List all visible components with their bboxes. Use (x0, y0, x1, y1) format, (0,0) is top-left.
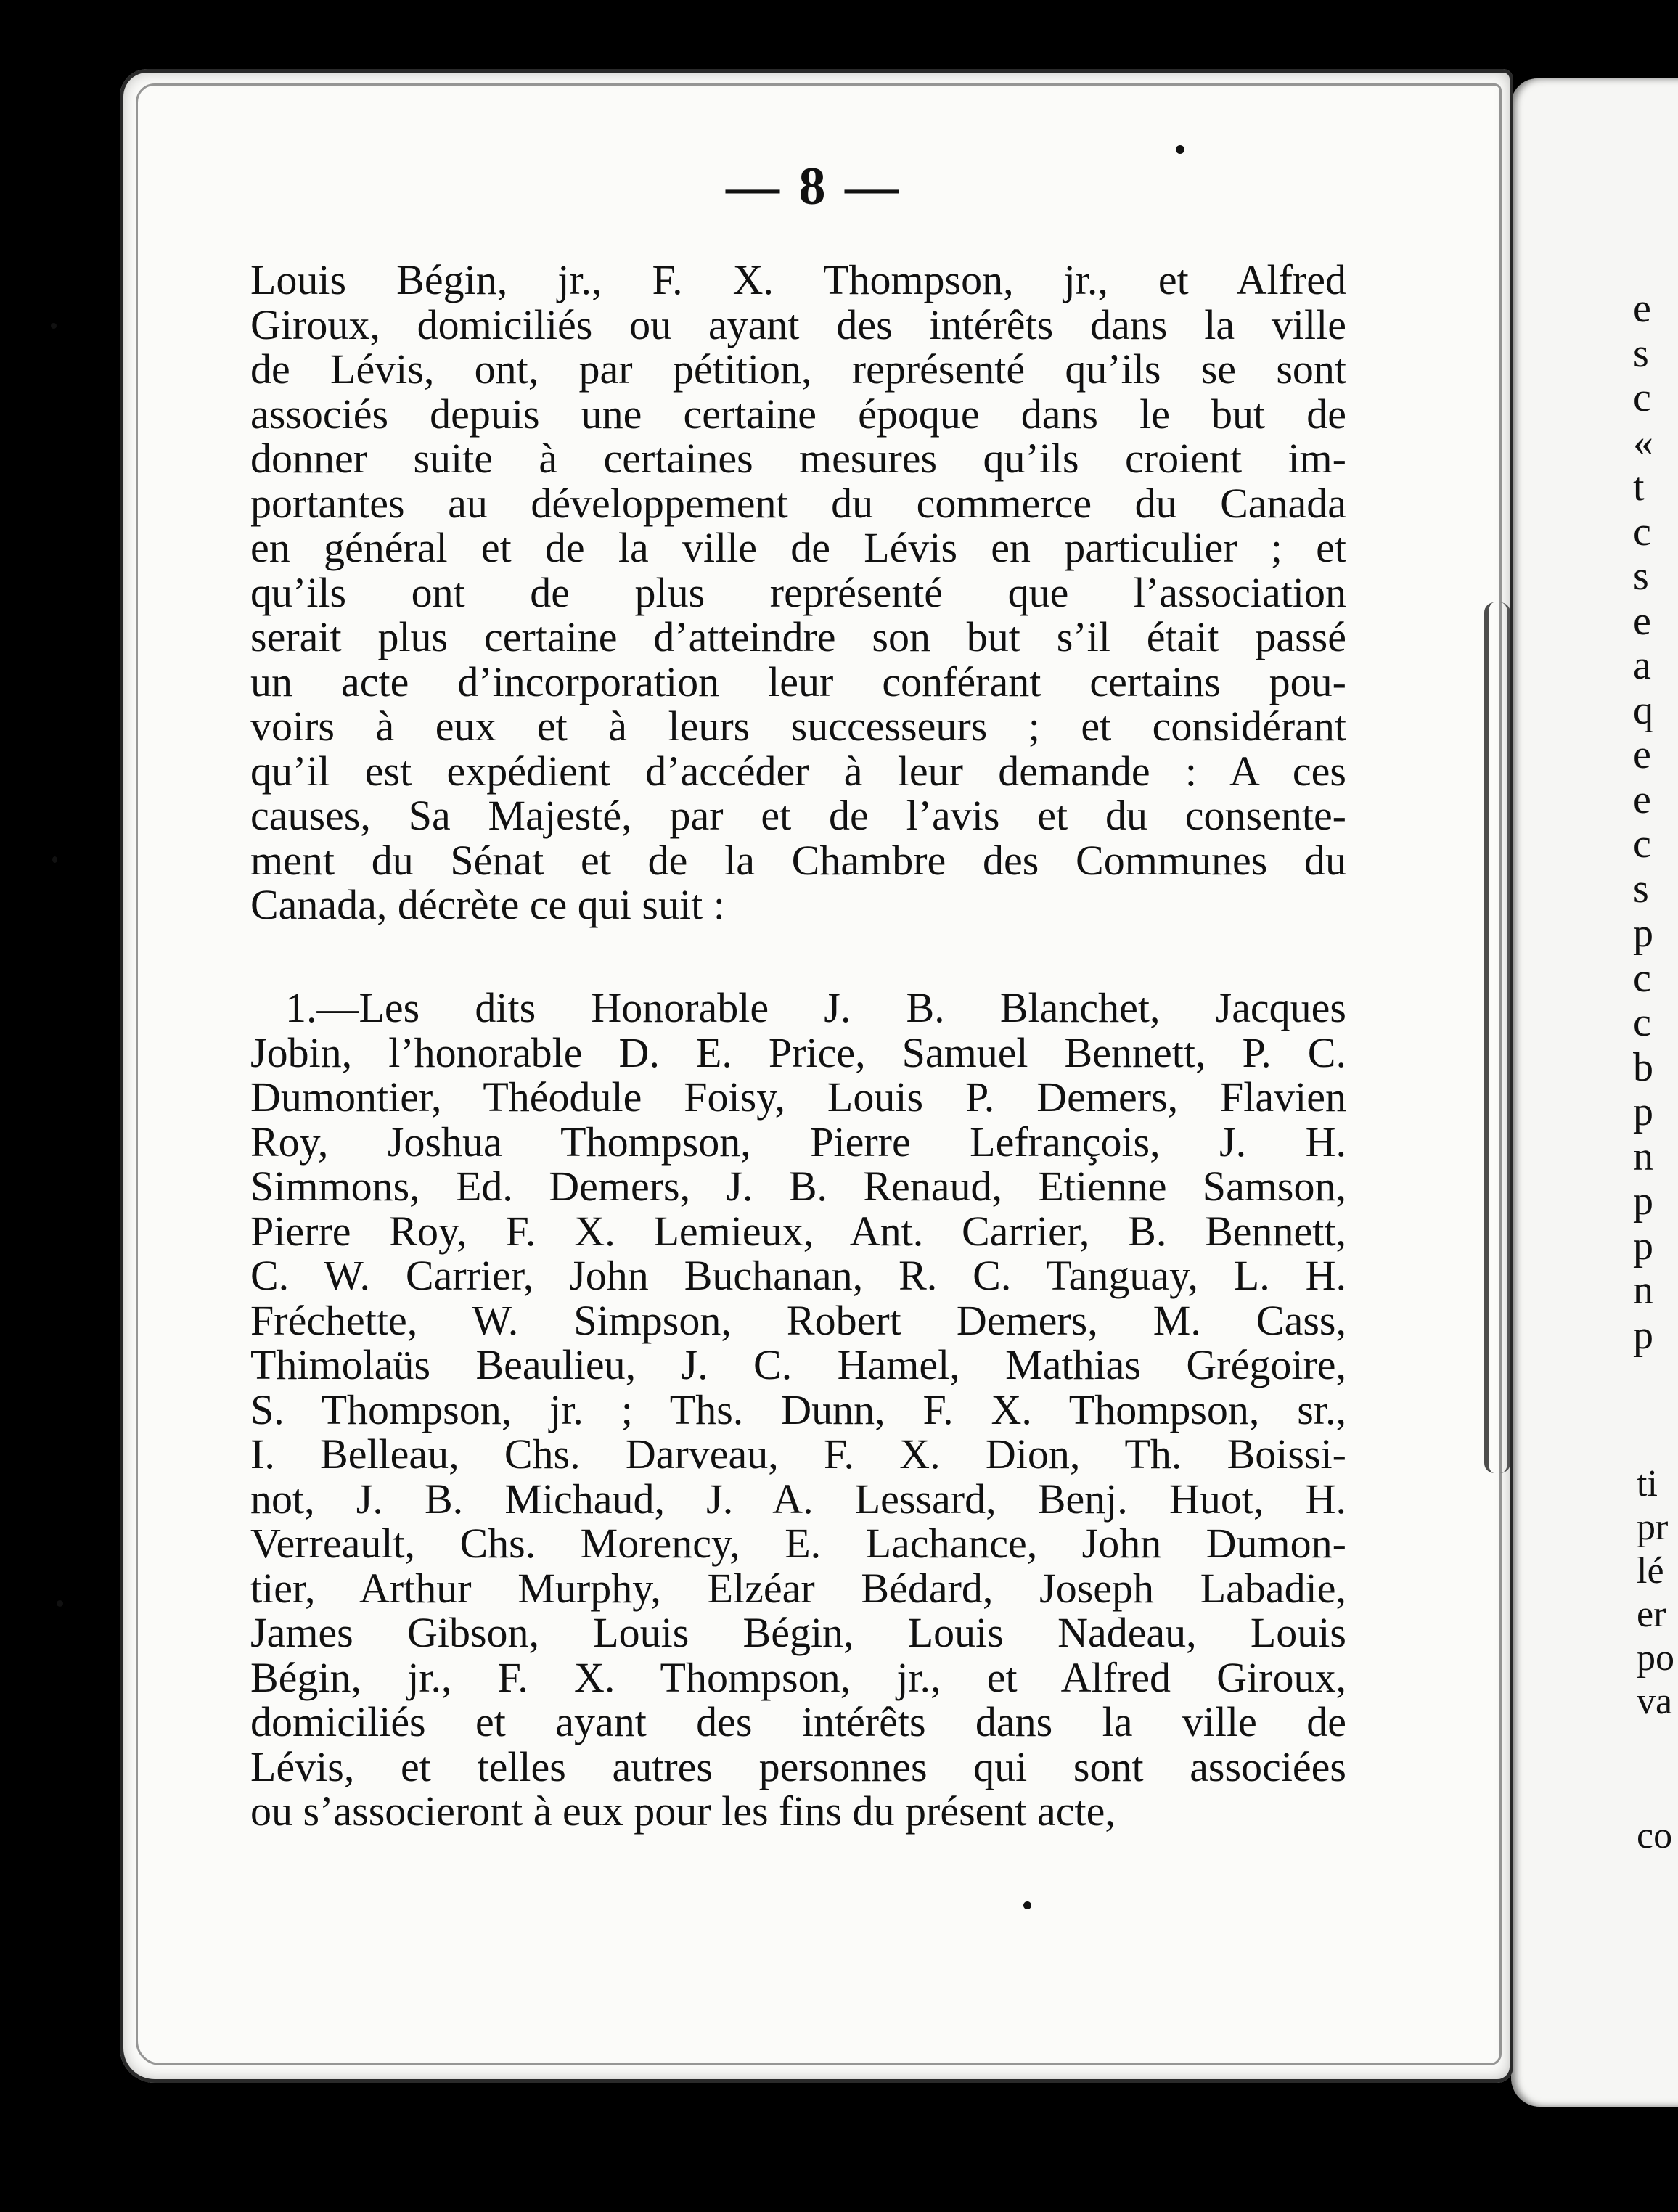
fragment: c (1633, 822, 1651, 867)
text-line: Louis Bégin, jr., F. X. Thompson, jr., et Alfred (250, 256, 1346, 303)
fragment: « (1633, 419, 1653, 465)
text-line: donner suite à certaines mesures qu’ils croient im- (250, 435, 1346, 482)
text-line: not, J. B. Michaud, J. A. Lessard, Benj. Huot, H. (250, 1475, 1346, 1523)
fragment: n (1633, 1268, 1653, 1313)
ink-speck (1023, 1901, 1031, 1909)
text-line: qu’ils ont de plus représenté que l’association (250, 568, 1346, 616)
facing-page-fragments-mid (1637, 1462, 1674, 1724)
page-number: — 8 — (726, 157, 901, 216)
text-line: Fréchette, W. Simpson, Robert Demers, M. Cass, (250, 1296, 1346, 1344)
fragment: c (1633, 509, 1651, 554)
fragment: s (1633, 554, 1649, 599)
fragment: q (1633, 687, 1653, 733)
text-line: 1.—Les dits Honorable J. B. Blanchet, Jacques (285, 984, 1346, 1031)
text-line: domiciliés et ayant des intérêts dans la ville de (250, 1698, 1346, 1745)
text-line: de Lévis, ont, par pétition, représenté qu’ils se sont (250, 345, 1346, 393)
fragment: p (1633, 1089, 1653, 1134)
text-line: ou s’associeront à eux pour les fins du présent acte, (250, 1787, 1116, 1835)
text-line: qu’il est expédient d’accéder à leur demande : A ces (250, 747, 1346, 795)
fragment: c (1633, 955, 1651, 1001)
ink-speck (52, 856, 57, 863)
facing-page-fragments (1633, 287, 1653, 1358)
fragment: lé (1637, 1550, 1664, 1592)
binding-fold (1484, 602, 1510, 1473)
fragment: a (1633, 643, 1651, 688)
text-line: Roy, Joshua Thompson, Pierre Lefrançois, J. H. (250, 1118, 1346, 1166)
fragment: ti (1637, 1463, 1658, 1504)
fragment: s (1633, 330, 1649, 376)
fragment: n (1633, 1134, 1653, 1179)
text-line: Thimolaüs Beaulieu, J. C. Hamel, Mathias Grégoire, (250, 1341, 1346, 1388)
ink-speck (1176, 145, 1184, 154)
fragment: co (1637, 1815, 1673, 1856)
paragraph-preamble (250, 258, 1346, 927)
text-line: portantes au développement du commerce du Canada (250, 479, 1346, 527)
fragment: pr (1637, 1507, 1669, 1548)
paragraph-section-1 (250, 986, 1346, 1834)
text-line: James Gibson, Louis Bégin, Louis Nadeau, Louis (250, 1609, 1346, 1656)
text-line: causes, Sa Majesté, par et de l’avis et du consente- (250, 792, 1346, 839)
text-line: Canada, décrète ce qui suit : (250, 881, 725, 928)
text-line: S. Thompson, jr. ; Ths. Dunn, F. X. Thompson, sr., (250, 1385, 1346, 1433)
fragment: p (1633, 1223, 1653, 1269)
fragment: po (1637, 1637, 1674, 1679)
fragment: c (1633, 1000, 1651, 1045)
text-line: C. W. Carrier, John Buchanan, R. C. Tanguay, L. H. (250, 1252, 1346, 1299)
ink-speck (51, 323, 57, 329)
text-line: serait plus certaine d’atteindre son but s’il était passé (250, 613, 1346, 660)
text-line: tier, Arthur Murphy, Elzéar Bédard, Joseph Labadie, (250, 1564, 1346, 1612)
text-line: en général et de la ville de Lévis en particulier ; et (250, 524, 1346, 571)
fragment: s (1633, 866, 1649, 912)
text-line: voirs à eux et à leurs successeurs ; et considérant (250, 702, 1346, 750)
text-line: un acte d’incorporation leur conférant certains pou- (250, 658, 1346, 705)
text-line: Jobin, l’honorable D. E. Price, Samuel Bennett, P. C. (250, 1028, 1346, 1076)
text-line: Dumontier, Théodule Foisy, Louis P. Demers, Flavien (250, 1073, 1346, 1121)
text-line: Giroux, domiciliés ou ayant des intérêts dans la ville (250, 300, 1346, 348)
text-line: I. Belleau, Chs. Darveau, F. X. Dion, Th. Boissi- (250, 1430, 1346, 1478)
text-line: Simmons, Ed. Demers, J. B. Renaud, Etienne Samson, (250, 1163, 1346, 1210)
fragment: va (1637, 1681, 1673, 1722)
text-line: Lévis, et telles autres personnes qui sont associées (250, 1742, 1346, 1790)
fragment: e (1633, 286, 1651, 331)
facing-page-fragments-bottom (1637, 1814, 1672, 1857)
fragment: c (1633, 375, 1651, 420)
fragment: er (1637, 1594, 1666, 1635)
text-line: ment du Sénat et de la Chambre des Communes du (250, 836, 1346, 884)
text-line: Verreault, Chs. Morency, E. Lachance, John Dumon- (250, 1520, 1346, 1567)
text-line: associés depuis une certaine époque dans le but de (250, 390, 1346, 438)
ink-speck (57, 1600, 63, 1607)
text-line: Bégin, jr., F. X. Thompson, jr., et Alfred Giroux, (250, 1653, 1346, 1701)
fragment: p (1633, 1179, 1653, 1224)
fragment: p (1633, 1312, 1653, 1358)
fragment: e (1633, 732, 1651, 777)
fragment: p (1633, 911, 1653, 956)
fragment: b (1633, 1044, 1653, 1090)
text-line: Pierre Roy, F. X. Lemieux, Ant. Carrier, B. Bennett, (250, 1207, 1346, 1255)
fragment: t (1633, 464, 1645, 509)
fragment: e (1633, 777, 1651, 822)
fragment: e (1633, 598, 1651, 644)
